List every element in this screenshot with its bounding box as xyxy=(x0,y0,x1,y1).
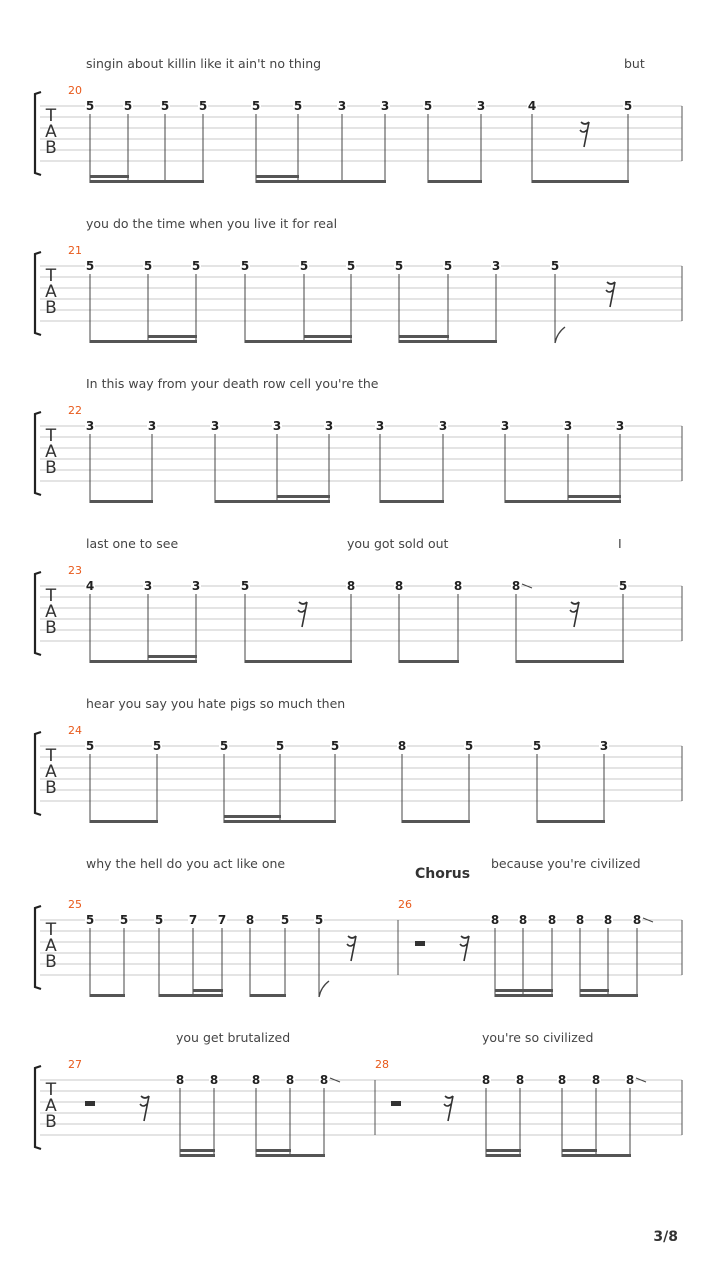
fret-number: 5 xyxy=(623,99,633,113)
sub-beam xyxy=(399,335,449,338)
sub-beam xyxy=(256,175,299,178)
bar-number: 26 xyxy=(398,898,412,911)
lyric-text: last one to see xyxy=(86,536,179,551)
sub-beam xyxy=(256,1149,291,1152)
fret-number: 5 xyxy=(394,259,404,273)
beam xyxy=(505,500,621,503)
bar-number: 24 xyxy=(68,724,82,737)
sixteenth-rest xyxy=(460,936,469,961)
lyric-text: I xyxy=(618,536,622,551)
tab-clef-letter: B xyxy=(45,1112,57,1132)
tab-clef-letter: B xyxy=(45,458,57,478)
bar-number: 27 xyxy=(68,1058,82,1071)
fret-number: 3 xyxy=(210,419,220,433)
page-number: 3/8 xyxy=(653,1229,678,1245)
lyric-text: but xyxy=(624,56,645,71)
bar-number: 23 xyxy=(68,564,82,577)
fret-number: 3 xyxy=(563,419,573,433)
fret-number: 5 xyxy=(423,99,433,113)
section-label: Chorus xyxy=(415,866,471,882)
fret-number: 3 xyxy=(143,579,153,593)
beam xyxy=(180,1154,215,1157)
fret-number: 8 xyxy=(175,1073,185,1087)
eighth-rest xyxy=(347,936,356,961)
staff-bracket xyxy=(35,1066,41,1149)
beam xyxy=(159,994,223,997)
beam xyxy=(399,660,459,663)
fret-number: 5 xyxy=(275,739,285,753)
sub-beam xyxy=(568,495,621,498)
eighth-rest xyxy=(606,282,615,307)
fret-number: 3 xyxy=(272,419,282,433)
staff-bracket xyxy=(35,906,41,989)
sub-beam xyxy=(148,655,197,658)
beam xyxy=(486,1154,521,1157)
fret-number: 8 xyxy=(625,1073,635,1087)
sub-beam xyxy=(580,989,609,992)
tab-staff xyxy=(0,1056,720,1166)
fret-number: 3 xyxy=(85,419,95,433)
tab-clef-letter: B xyxy=(45,618,57,638)
fret-number: 7 xyxy=(217,913,227,927)
tab-staff xyxy=(0,402,720,512)
fret-number: 5 xyxy=(198,99,208,113)
fret-number: 5 xyxy=(143,259,153,273)
fret-number: 8 xyxy=(603,913,613,927)
beam xyxy=(516,660,624,663)
fret-number: 8 xyxy=(547,913,557,927)
fret-number: 5 xyxy=(299,259,309,273)
tab-clef-letter: A xyxy=(45,936,57,956)
tab-staff xyxy=(0,242,720,352)
fret-number: 3 xyxy=(438,419,448,433)
fret-number: 8 xyxy=(518,913,528,927)
fret-number: 5 xyxy=(330,739,340,753)
fret-number: 8 xyxy=(490,913,500,927)
tab-clef-letter: T xyxy=(45,920,57,940)
tab-clef-letter: T xyxy=(45,106,57,126)
tab-clef-letter: T xyxy=(45,426,57,446)
fret-number: 8 xyxy=(397,739,407,753)
fret-number: 4 xyxy=(85,579,95,593)
fret-number: 8 xyxy=(481,1073,491,1087)
fret-number: 5 xyxy=(219,739,229,753)
lyric-text: because you're civilized xyxy=(491,856,641,871)
fret-number: 5 xyxy=(443,259,453,273)
tab-clef-letter: T xyxy=(45,746,57,766)
lyric-text: you got sold out xyxy=(347,536,449,551)
fret-number: 5 xyxy=(123,99,133,113)
fret-number: 3 xyxy=(599,739,609,753)
tab-clef-letter: A xyxy=(45,442,57,462)
sub-beam xyxy=(304,335,352,338)
fret-number: 8 xyxy=(245,913,255,927)
tab-clef-letter: T xyxy=(45,1080,57,1100)
fret-number: 8 xyxy=(394,579,404,593)
fret-number: 8 xyxy=(346,579,356,593)
fret-number: 8 xyxy=(515,1073,525,1087)
lyric-text: In this way from your death row cell you're the xyxy=(86,376,379,391)
fret-number: 5 xyxy=(119,913,129,927)
fret-number: 5 xyxy=(280,913,290,927)
lyric-text: you get brutalized xyxy=(176,1030,291,1045)
sixteenth-rest xyxy=(570,602,579,627)
fret-number: 8 xyxy=(251,1073,261,1087)
fret-number: 5 xyxy=(618,579,628,593)
sub-beam xyxy=(562,1149,597,1152)
lyric-text: why the hell do you act like one xyxy=(86,856,286,871)
fret-number: 3 xyxy=(191,579,201,593)
fret-number: 3 xyxy=(380,99,390,113)
fret-number: 4 xyxy=(527,99,537,113)
beam xyxy=(250,994,286,997)
sub-beam xyxy=(193,989,223,992)
fret-number: 5 xyxy=(240,579,250,593)
tab-clef-letter: A xyxy=(45,122,57,142)
fret-number: 8 xyxy=(285,1073,295,1087)
sub-beam xyxy=(180,1149,215,1152)
fret-number: 5 xyxy=(85,99,95,113)
beam xyxy=(580,994,638,997)
fret-number: 5 xyxy=(152,739,162,753)
fret-number: 5 xyxy=(85,259,95,273)
tab-clef-letter: A xyxy=(45,1096,57,1116)
tab-staff xyxy=(0,722,720,832)
fret-number: 8 xyxy=(319,1073,329,1087)
fret-number: 3 xyxy=(476,99,486,113)
sub-beam xyxy=(277,495,330,498)
fret-number: 5 xyxy=(154,913,164,927)
beam xyxy=(90,660,197,663)
fret-number: 8 xyxy=(575,913,585,927)
fret-number: 5 xyxy=(550,259,560,273)
tab-clef-letter: A xyxy=(45,282,57,302)
bar-number: 20 xyxy=(68,84,82,97)
fret-number: 3 xyxy=(500,419,510,433)
beam xyxy=(428,180,482,183)
fret-number: 5 xyxy=(191,259,201,273)
fret-number: 8 xyxy=(591,1073,601,1087)
tab-clef-letter: B xyxy=(45,138,57,158)
fret-number: 5 xyxy=(346,259,356,273)
fret-number: 3 xyxy=(491,259,501,273)
beam xyxy=(380,500,444,503)
lyric-text: singin about killin like it ain't no thing xyxy=(86,56,322,71)
lyric-text: hear you say you hate pigs so much then xyxy=(86,696,346,711)
beam xyxy=(215,500,330,503)
beam xyxy=(402,820,470,823)
fret-number: 5 xyxy=(85,913,95,927)
bar-number: 21 xyxy=(68,244,82,257)
staff-bracket xyxy=(35,412,41,495)
sub-beam xyxy=(148,335,197,338)
sub-beam xyxy=(224,815,281,818)
bar-number: 25 xyxy=(68,898,82,911)
tab-staff xyxy=(0,896,720,1006)
fret-number: 3 xyxy=(324,419,334,433)
bar-number: 28 xyxy=(375,1058,389,1071)
beam xyxy=(245,340,352,343)
beam xyxy=(256,180,386,183)
beam xyxy=(90,820,158,823)
beam xyxy=(90,994,125,997)
beam xyxy=(495,994,553,997)
fret-number: 5 xyxy=(240,259,250,273)
fret-number: 3 xyxy=(147,419,157,433)
half-rest xyxy=(415,941,425,946)
beam xyxy=(245,660,352,663)
tab-clef-letter: B xyxy=(45,298,57,318)
sixteenth-rest xyxy=(140,1096,149,1121)
fret-number: 5 xyxy=(251,99,261,113)
fret-number: 8 xyxy=(632,913,642,927)
tab-staff xyxy=(0,562,720,672)
fret-number: 5 xyxy=(85,739,95,753)
fret-number: 5 xyxy=(314,913,324,927)
tab-clef-letter: T xyxy=(45,266,57,286)
beam xyxy=(562,1154,631,1157)
fret-number: 5 xyxy=(532,739,542,753)
beam xyxy=(224,820,336,823)
sub-beam xyxy=(495,989,553,992)
fret-number: 8 xyxy=(557,1073,567,1087)
lyric-text: you're so civilized xyxy=(482,1030,594,1045)
tab-clef-letter: A xyxy=(45,602,57,622)
staff-bracket xyxy=(35,572,41,655)
tab-clef-letter: B xyxy=(45,778,57,798)
note-flag xyxy=(555,327,565,343)
sub-beam xyxy=(90,175,129,178)
tab-clef-letter: B xyxy=(45,952,57,972)
beam xyxy=(256,1154,325,1157)
sub-beam xyxy=(486,1149,521,1152)
note-flag xyxy=(319,981,329,997)
fret-number: 5 xyxy=(293,99,303,113)
sixteenth-rest xyxy=(298,602,307,627)
staff-bracket xyxy=(35,252,41,335)
tab-clef-letter: T xyxy=(45,586,57,606)
beam xyxy=(90,500,153,503)
tab-clef-letter: A xyxy=(45,762,57,782)
beam xyxy=(532,180,629,183)
half-rest xyxy=(85,1101,95,1106)
beam xyxy=(399,340,497,343)
beam xyxy=(537,820,605,823)
half-rest xyxy=(391,1101,401,1106)
fret-number: 3 xyxy=(337,99,347,113)
fret-number: 3 xyxy=(615,419,625,433)
tab-staff xyxy=(0,82,720,192)
staff-bracket xyxy=(35,92,41,175)
fret-number: 5 xyxy=(464,739,474,753)
fret-number: 8 xyxy=(209,1073,219,1087)
fret-number: 8 xyxy=(511,579,521,593)
fret-number: 3 xyxy=(375,419,385,433)
beam xyxy=(90,340,197,343)
fret-number: 7 xyxy=(188,913,198,927)
fret-number: 5 xyxy=(160,99,170,113)
staff-bracket xyxy=(35,732,41,815)
lyric-text: you do the time when you live it for real xyxy=(86,216,338,231)
sixteenth-rest xyxy=(444,1096,453,1121)
sixteenth-rest xyxy=(580,122,589,147)
bar-number: 22 xyxy=(68,404,82,417)
fret-number: 8 xyxy=(453,579,463,593)
beam xyxy=(90,180,204,183)
